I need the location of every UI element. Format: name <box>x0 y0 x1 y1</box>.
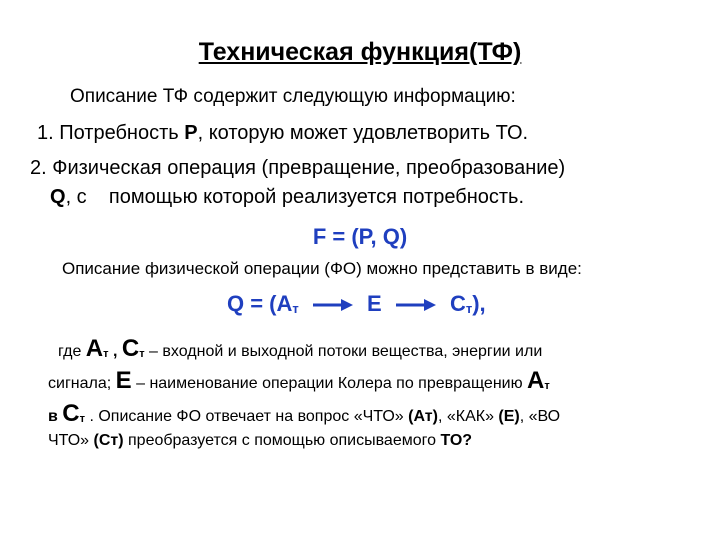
list-item-need <box>37 122 528 145</box>
v-text: в <box>48 408 63 425</box>
formula-q <box>227 291 486 317</box>
comma-text: , <box>108 343 122 360</box>
formula-q-middle: E <box>367 291 382 316</box>
formula-q-sub-a: т <box>292 301 299 316</box>
title-text: Техническая функция(ТФ) <box>198 38 522 66</box>
formula-q-open: Q = (A <box>227 291 293 316</box>
item2-line1: 2. Физическая операция (превращение, преобразование) <box>30 157 566 179</box>
q2-text: (Е) <box>498 408 520 425</box>
sub-t: т <box>544 380 550 392</box>
item2-line2-suffix: , с помощью которой реализуется потребность. <box>65 186 525 208</box>
symbol-e: Е <box>115 367 132 394</box>
symbol-a: А <box>527 367 545 394</box>
line4-text: ЧТО» <box>48 432 94 449</box>
line3-text2: , «КАК» <box>437 408 499 425</box>
explanation-line-1 <box>58 335 542 363</box>
fo-intro-text: Описание физической операции (ФО) можно представить в виде: <box>62 259 582 278</box>
explanation-line-4 <box>48 432 472 450</box>
line3-text3: , «ВО <box>519 408 561 425</box>
symbol-a: А <box>85 335 104 362</box>
list-item-operation <box>30 157 565 180</box>
q3-text: (Ст) <box>93 432 124 449</box>
formula-q-sub-c: т <box>465 301 473 316</box>
line1-text: – входной и выходной потоки вещества, энергии или <box>144 343 543 360</box>
to-text: ТО? <box>440 432 473 449</box>
line4-text2: преобразуется с помощью описываемого <box>123 432 441 449</box>
formula-q-close-letter: C <box>449 291 466 316</box>
formula-q-close: ), <box>472 291 486 316</box>
arrow-right-icon <box>311 297 355 313</box>
item2-symbol: Q <box>50 186 66 208</box>
formula-f: F = (P, Q) <box>312 224 408 249</box>
item1-suffix: , которую может удовлетворить ТО. <box>197 122 529 144</box>
sub-t: т <box>79 413 86 425</box>
page-title <box>0 38 720 67</box>
arrow-right-icon <box>394 297 438 313</box>
explanation-line-3 <box>48 400 560 428</box>
symbol-c: С <box>62 400 80 427</box>
line2-text: сигнала; <box>48 375 116 392</box>
where-text: где <box>58 343 86 360</box>
item1-symbol: Р <box>184 122 198 144</box>
sub-t: т <box>103 348 109 360</box>
list-item-operation-cont <box>50 186 524 209</box>
line2-text2: – наименование операции Колера по превращению <box>131 375 528 392</box>
line3-text: . Описание ФО отвечает на вопрос «ЧТО» <box>85 408 409 425</box>
symbol-c: С <box>121 335 140 362</box>
explanation-line-2 <box>48 367 550 395</box>
intro-text: Описание ТФ содержит следующую информацию: <box>70 86 516 107</box>
q1-text: (Ат) <box>408 408 438 425</box>
sub-t: т <box>139 348 145 360</box>
item1-prefix: 1. Потребность <box>37 122 185 144</box>
